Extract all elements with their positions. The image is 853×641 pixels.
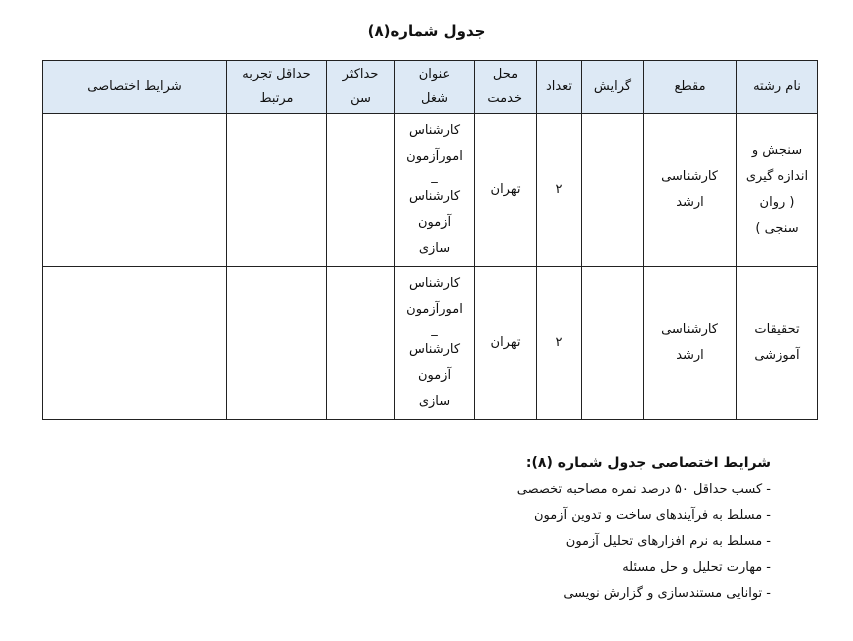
cell-count: ۲ [537, 114, 582, 267]
special-conditions-section [517, 455, 771, 607]
cell-max-age [327, 267, 395, 420]
cell-specialization [582, 114, 644, 267]
header-count: تعداد [537, 61, 582, 114]
cell-count: ۲ [537, 267, 582, 420]
cell-degree: کارشناسی ارشد [644, 114, 737, 267]
cell-degree: کارشناسی ارشد [644, 267, 737, 420]
condition-item: - توانایی مستندسازی و گزارش نویسی [563, 586, 771, 601]
cell-max-age [327, 114, 395, 267]
header-min-experience: حداقل تجربه مرتبط [227, 61, 327, 114]
cell-min-experience [227, 114, 327, 267]
cell-specialization [582, 267, 644, 420]
condition-item: - مهارت تحلیل و حل مسئله [622, 560, 771, 575]
header-degree: مقطع [644, 61, 737, 114]
condition-item: - مسلط به فرآیندهای ساخت و تدوین آزمون [533, 508, 771, 523]
header-job-title: عنوان شغل [395, 61, 475, 114]
cell-job-title: کارشناس امورآزمون _ کارشناس آزمون سازی [395, 267, 475, 420]
table-title: جدول شماره(۸) [367, 22, 486, 40]
header-location: محل خدمت [475, 61, 537, 114]
cell-field: تحقیقات آموزشی [737, 267, 818, 420]
header-special-conditions: شرایط اختصاصی [43, 61, 227, 114]
cell-location: تهران [475, 114, 537, 267]
cell-field: سنجش و اندازه گیری ( روان سنجی ) [737, 114, 818, 267]
positions-table [42, 60, 818, 420]
cell-special-conditions [43, 114, 227, 267]
table-row [43, 114, 818, 267]
condition-item: - کسب حداقل ۵۰ درصد نمره مصاحبه تخصصی [516, 482, 771, 497]
special-conditions-title: شرایط اختصاصی جدول شماره (۸): [525, 455, 771, 471]
header-field: نام رشته [737, 61, 818, 114]
header-row [43, 61, 818, 114]
cell-job-title: کارشناس امورآزمون _ کارشناس آزمون سازی [395, 114, 475, 267]
cell-location: تهران [475, 267, 537, 420]
header-specialization: گرایش [582, 61, 644, 114]
table-row [43, 267, 818, 420]
condition-item: - مسلط به نرم افزارهای تحلیل آزمون [565, 534, 771, 549]
header-max-age: حداکثر سن [327, 61, 395, 114]
cell-special-conditions [43, 267, 227, 420]
cell-min-experience [227, 267, 327, 420]
